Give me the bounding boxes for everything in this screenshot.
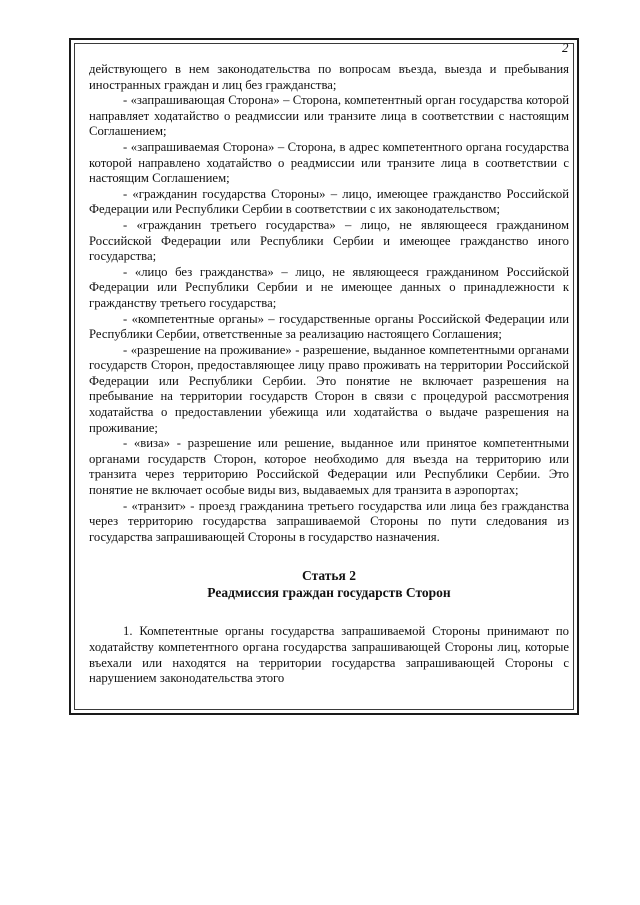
- definition-residence-permit: - «разрешение на проживание» - разрешение, выданное компетентными органами государств Сторон, предоставляющее лицу право проживать на территории Российской Федерации или Республики Сербии. Это понятие не включает разрешения на пребывание на территории государств Сторон в связи с процедурой рассмотрения ходатайства о предоставлении убежища или ходатайства о выдаче разрешения на проживание;: [89, 342, 569, 435]
- paragraph-continuation: действующего в нем законодательства по вопросам въезда, выезда и пребывания иностранных граждан и лиц без гражданства;: [89, 62, 569, 92]
- spacer: [89, 545, 569, 567]
- article-number: Статья 2: [302, 568, 356, 584]
- document-body: [89, 62, 569, 687]
- definition-party-citizen: - «гражданин государства Стороны» – лицо, имеющее гражданство Российской Федерации или Республики Сербии в соответствии с их законодательством;: [89, 186, 569, 217]
- definition-transit: - «транзит» - проезд гражданина третьего государства или лица без гражданства через территорию государства запрашиваемой Стороны по пути следования из государства запрашивающей Стороны в государство назначения.: [89, 498, 569, 544]
- page-number: 2: [562, 40, 569, 55]
- definition-visa: - «виза» - разрешение или решение, выданное или принятое компетентными органами государств Сторон, которое необходимо для въезда на территорию или транзита через территорию Российской Федерации или Республики Сербии. Это понятие не включает особые виды виз, выдаваемых для транзита в аэропортах;: [89, 436, 569, 498]
- definition-competent-authorities: - «компетентные органы» – государственные органы Российской Федерации или Республики Сербии, ответственные за реализацию настоящего Соглашения;: [89, 311, 569, 342]
- definition-stateless-person: - «лицо без гражданства» – лицо, не являющееся гражданином Российской Федерации или Республики Сербии и не имеющее данных о принадлежности к гражданству третьего государства;: [89, 264, 569, 310]
- definition-requested-party: - «запрашиваемая Сторона» – Сторона, в адрес компетентного органа государства которой направлено ходатайство о реадмиссии или транзите лица в соответствии с настоящим Соглашением;: [89, 139, 569, 186]
- article-title: Реадмиссия граждан государств Сторон: [207, 585, 451, 601]
- definition-third-country-citizen: - «гражданин третьего государства» – лицо, не являющееся гражданином Российской Федерации или Республики Сербии и имеющее гражданство иного государства;: [89, 217, 569, 264]
- spacer: [89, 601, 569, 624]
- definition-requesting-party: - «запрашивающая Сторона» – Сторона, компетентный орган государства которой направляет ходатайство о реадмиссии или транзите лица в соответствии с настоящим Соглашением;: [89, 93, 569, 139]
- article-paragraph-1: 1. Компетентные органы государства запрашиваемой Стороны принимают по ходатайству компетентного органа государства запрашивающей Стороны лиц, которые въехали или находятся на территории государства запрашивающей Стороны с нарушением законодательства этого: [89, 624, 569, 686]
